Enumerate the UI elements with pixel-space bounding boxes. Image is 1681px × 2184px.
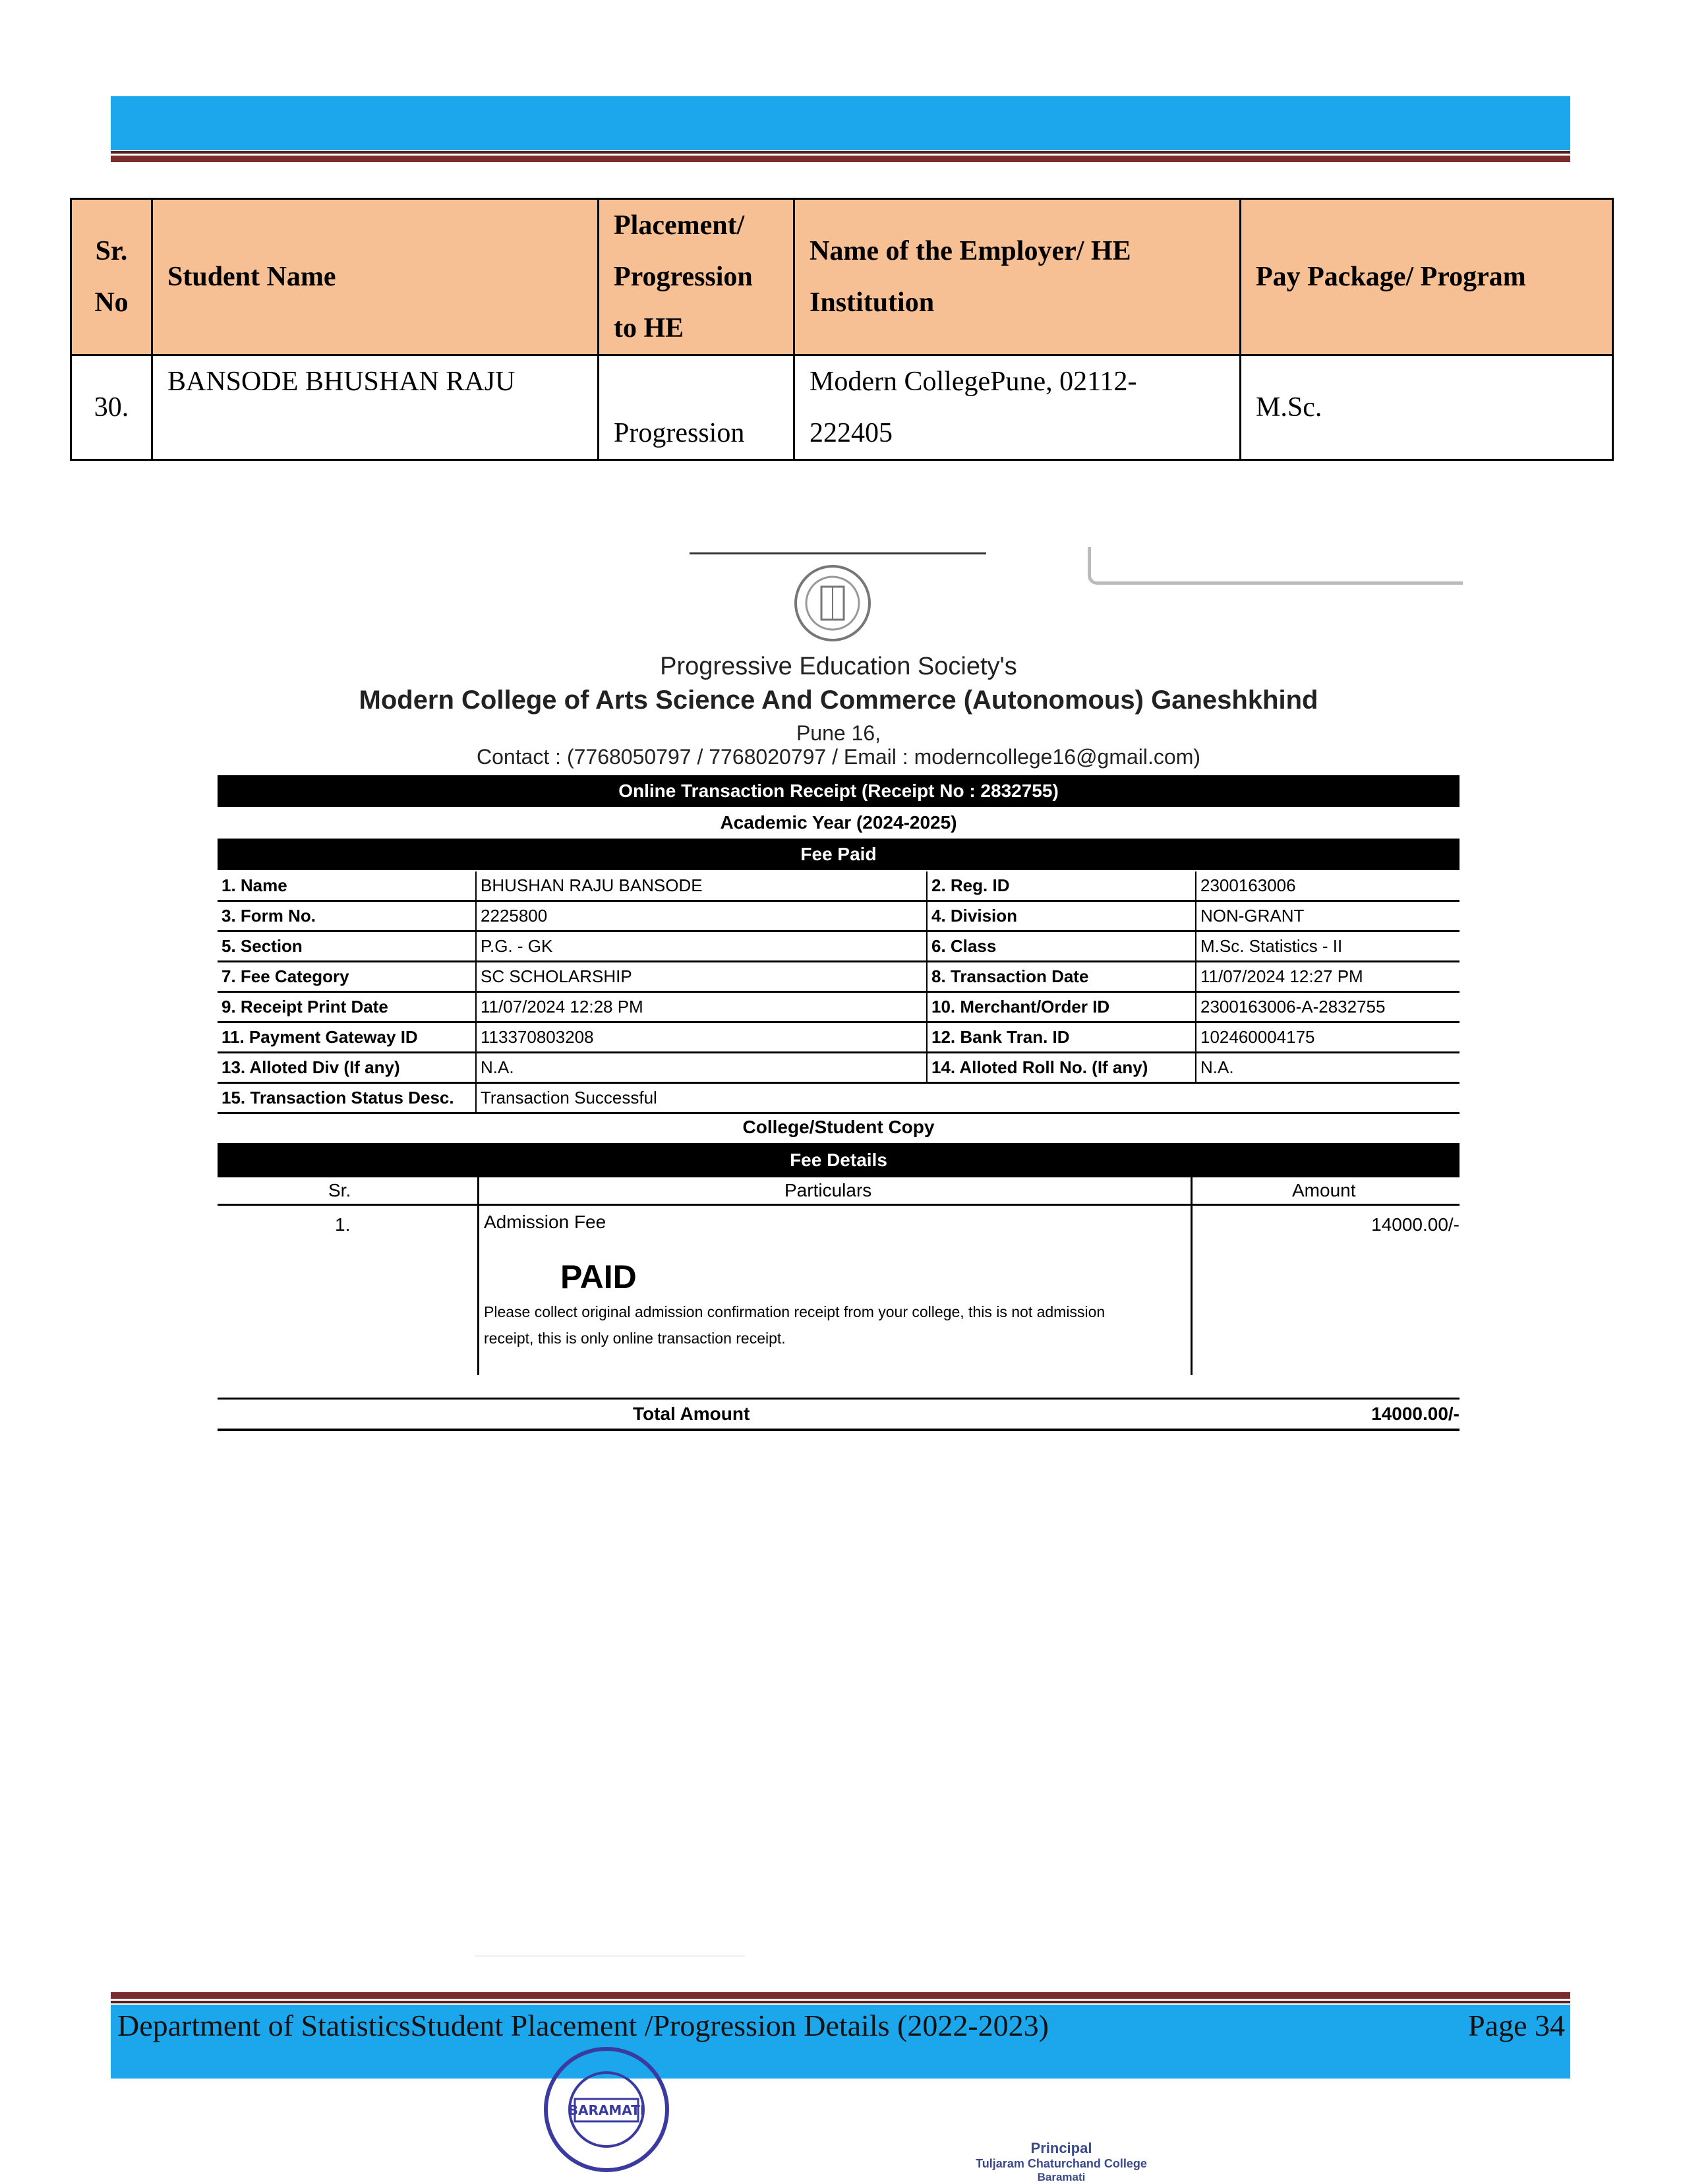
field-value: 2300163006-A-2832755 [1196, 992, 1460, 1022]
field-value: N.A. [1196, 1053, 1460, 1083]
field-label: 6. Class [927, 931, 1196, 962]
table-header-row [71, 199, 1613, 355]
fee-details-bar: Fee Details [218, 1143, 1460, 1177]
table-row [218, 931, 1460, 962]
footer-rule [111, 2001, 1570, 2003]
field-value: 11/07/2024 12:28 PM [476, 992, 927, 1022]
field-label: 8. Transaction Date [927, 962, 1196, 992]
table-row [71, 355, 1613, 460]
field-label [927, 1083, 1196, 1113]
field-value: NON-GRANT [1196, 901, 1460, 931]
paid-stamp: PAID [560, 1258, 637, 1295]
page-number: Page 34 [1468, 2009, 1565, 2042]
header-placement: Placement/ Progression to HE [599, 199, 794, 355]
receipt-title-bar: Online Transaction Receipt (Receipt No : 2832755) [218, 775, 1460, 807]
footer-rule-thick [111, 1992, 1570, 1999]
field-label: 10. Merchant/Order ID [927, 992, 1196, 1022]
item-amount: 14000.00/- [1371, 1214, 1460, 1235]
field-value: 113370803208 [476, 1022, 927, 1053]
receipt-fields-table [218, 871, 1460, 1114]
cell-student-name: BANSODE BHUSHAN RAJU [152, 355, 599, 460]
table-row [218, 992, 1460, 1022]
field-value [1196, 1083, 1460, 1113]
header-pay-package: Pay Package/ Program [1241, 199, 1613, 355]
header-sr: Sr. [328, 1180, 351, 1200]
field-value: Transaction Successful [476, 1083, 927, 1113]
table-row [218, 1053, 1460, 1083]
fee-details-header [218, 1177, 1460, 1206]
field-value: SC SCHOLARSHIP [476, 962, 927, 992]
college-city: Pune 16, [796, 721, 881, 745]
field-value: 2300163006 [1196, 871, 1460, 901]
receipt-top-line [690, 552, 986, 554]
item-particular: Admission Fee [484, 1212, 606, 1232]
table-row [218, 962, 1460, 992]
header-amount: Amount [1292, 1180, 1356, 1200]
window-frame [1088, 547, 1463, 585]
field-label: 14. Alloted Roll No. (If any) [927, 1053, 1196, 1083]
field-label: 3. Form No. [218, 901, 476, 931]
cell-employer: Modern CollegePune, 02112- 222405 [794, 355, 1241, 460]
total-amount: 14000.00/- [1371, 1403, 1460, 1424]
table-row [218, 871, 1460, 901]
college-contact: Contact : (7768050797 / 7768020797 / Email : moderncollege16@gmail.com) [476, 745, 1201, 769]
progression-table [70, 198, 1614, 461]
academic-year: Academic Year (2024-2025) [720, 812, 957, 833]
field-value: 2225800 [476, 901, 927, 931]
field-value: P.G. - GK [476, 931, 927, 962]
field-value: 102460004175 [1196, 1022, 1460, 1053]
table-row [218, 1022, 1460, 1053]
field-value: BHUSHAN RAJU BANSODE [476, 871, 927, 901]
header-employer: Name of the Employer/ HE Institution [794, 199, 1241, 355]
field-label: 9. Receipt Print Date [218, 992, 476, 1022]
field-value: 11/07/2024 12:27 PM [1196, 962, 1460, 992]
column-divider [477, 1177, 479, 1375]
field-label: 5. Section [218, 931, 476, 962]
footer-title: Department of StatisticsStudent Placement /Progression Details (2022-2023) [117, 2009, 1049, 2042]
table-row [218, 1083, 1460, 1113]
seal-center-text: BARAMATI [568, 2102, 645, 2118]
total-label: Total Amount [633, 1403, 750, 1424]
faint-line [475, 1955, 745, 1957]
field-label: 2. Reg. ID [927, 871, 1196, 901]
cell-sr: 30. [71, 355, 152, 460]
cell-pay-package: M.Sc. [1241, 355, 1613, 460]
field-label: 11. Payment Gateway ID [218, 1022, 476, 1053]
header-rule-thick [111, 156, 1570, 162]
field-value: M.Sc. Statistics - II [1196, 931, 1460, 962]
field-label: 15. Transaction Status Desc. [218, 1083, 476, 1113]
cell-placement: Progression [599, 355, 794, 460]
header-particulars: Particulars [784, 1180, 872, 1200]
item-sr: 1. [335, 1214, 351, 1235]
principal-signature [962, 2110, 1160, 2183]
fee-details [218, 1177, 1460, 1347]
college-name: Modern College of Arts Science And Commerce (Autonomous) Ganeshkhind [359, 686, 1318, 715]
field-label: 4. Division [927, 901, 1196, 931]
field-label: 13. Alloted Div (If any) [218, 1053, 476, 1083]
copy-label: College/Student Copy [742, 1117, 935, 1137]
header-rule [111, 151, 1570, 154]
signature-college: Tuljaram Chaturchand College [976, 2157, 1147, 2170]
field-value: N.A. [476, 1053, 927, 1083]
field-label: 1. Name [218, 871, 476, 901]
field-label: 12. Bank Tran. ID [927, 1022, 1196, 1053]
receipt-note: Please collect original admission confirmation receipt from your college, this is not admission receipt, this is only online transaction receipt. [484, 1303, 1106, 1347]
header-student-name: Student Name [152, 199, 599, 355]
signature-city: Baramati [1037, 2171, 1086, 2183]
society-name: Progressive Education Society's [660, 653, 1017, 680]
fee-receipt [218, 547, 1460, 1437]
header-band [111, 96, 1570, 150]
signature-title: Principal [1030, 2140, 1092, 2156]
column-divider [1191, 1177, 1193, 1375]
college-seal-icon [541, 2044, 672, 2175]
fee-paid-bar: Fee Paid [218, 839, 1460, 870]
table-row [218, 901, 1460, 931]
field-label: 7. Fee Category [218, 962, 476, 992]
header-sr: Sr. No [71, 199, 152, 355]
total-row [218, 1398, 1460, 1431]
college-emblem-icon [790, 560, 875, 646]
